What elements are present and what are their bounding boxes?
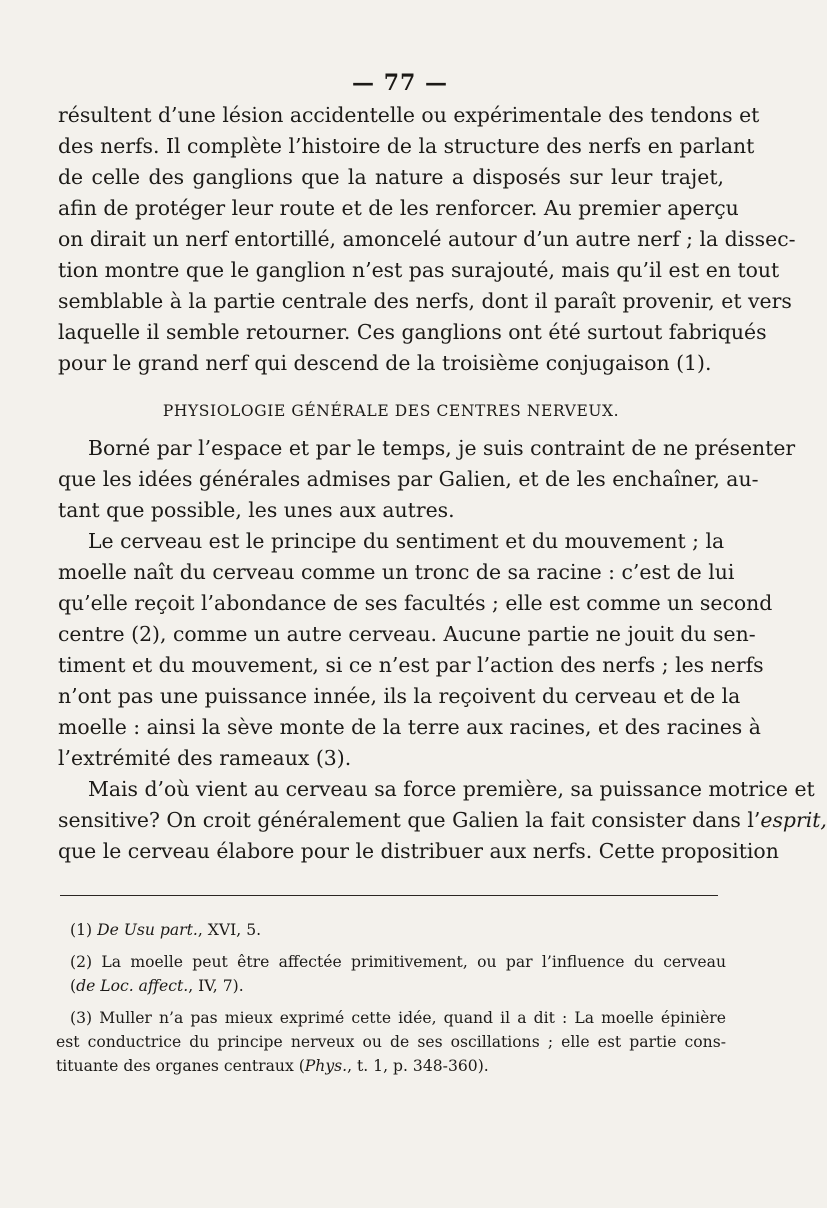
body-text — [58, 100, 827, 867]
text-line: semblable à la partie centrale des nerfs, dont il paraît provenir, et vers — [58, 289, 792, 313]
footnote-3: (3) Muller n’a pas mieux exprimé cette idée, quand il a dit : La moelle épinière — [70, 1009, 726, 1027]
paragraph-line: que le cerveau élabore pour le distribuer aux nerfs. Cette proposition — [58, 839, 779, 863]
paragraph-line: que les idées générales admises par Galien, et de les enchaîner, au- — [58, 467, 759, 491]
text-run: tituante des organes centraux ( — [56, 1057, 305, 1075]
footnote-3-cont: est conductrice du principe nerveux ou de ses oscillations ; elle est partie cons- — [56, 1033, 726, 1051]
paragraph-line: n’ont pas une puissance innée, ils la reçoivent du cerveau et de la — [58, 684, 741, 708]
text-line: résultent d’une lésion accidentelle ou expérimentale des tendons et — [58, 103, 760, 127]
footnote-1 — [70, 918, 726, 942]
cited-work: De Usu part. — [97, 921, 198, 939]
cited-work: Phys. — [304, 1057, 348, 1075]
footnote-2-cont — [70, 974, 726, 998]
paragraph-line: moelle naît du cerveau comme un tronc de sa racine : c’est de lui — [58, 560, 735, 584]
footnotes — [56, 918, 726, 1078]
emphasized-word: esprit, — [760, 808, 827, 832]
text-line: on dirait un nerf entortillé, amoncelé autour d’un autre nerf ; la dissec- — [58, 227, 796, 251]
text-line: des nerfs. Il complète l’histoire de la structure des nerfs en parlant — [58, 134, 755, 158]
footnote-2: (2) La moelle peut être affectée primitivement, ou par l’influence du cerveau — [70, 953, 726, 971]
paragraph-line: moelle : ainsi la sève monte de la terre aux racines, et des racines à — [58, 715, 761, 739]
page-number: — 77 — — [352, 70, 448, 96]
text-line: tion montre que le ganglion n’est pas surajouté, mais qu’il est en tout — [58, 258, 780, 282]
spacer — [58, 379, 724, 389]
footnote-divider — [60, 895, 718, 896]
paragraph-line: Le cerveau est le principe du sentiment et du mouvement ; la — [88, 529, 725, 553]
text-line: pour le grand nerf qui descend de la troisième conjugaison (1). — [58, 351, 712, 375]
citation-detail: , IV, 7). — [188, 977, 244, 995]
text-run: sensitive? On croit généralement que Galien la fait consister dans l’ — [58, 808, 761, 832]
paragraph-line — [58, 805, 827, 836]
cited-work: de Loc. affect. — [76, 977, 189, 995]
paragraph-line: centre (2), comme un autre cerveau. Aucune partie ne jouit du sen- — [58, 622, 756, 646]
paragraph-line: timent et du mouvement, si ce n’est par l’action des nerfs ; les nerfs — [58, 653, 764, 677]
text-line: de celle des ganglions que la nature a disposés sur leur trajet, — [58, 165, 724, 189]
paragraph-line: l’extrémité des rameaux (3). — [58, 746, 352, 770]
spacer — [70, 998, 726, 1006]
paragraph-line: Mais d’où vient au cerveau sa force première, sa puissance motrice et — [88, 777, 815, 801]
footnote-3-cont — [56, 1054, 726, 1078]
section-heading: PHYSIOLOGIE GÉNÉRALE DES CENTRES NERVEUX. — [162, 402, 620, 420]
paragraph-line: qu’elle reçoit l’abondance de ses facultés ; elle est comme un second — [58, 591, 773, 615]
paragraph-line: Borné par l’espace et par le temps, je suis contraint de ne présenter — [88, 436, 796, 460]
text-line: afin de protéger leur route et de les renforcer. Au premier aperçu — [58, 196, 739, 220]
footnote-marker: (1) — [70, 921, 93, 939]
text-run: ( — [70, 977, 77, 995]
text-line: laquelle il semble retourner. Ces ganglions ont été surtout fabriqués — [58, 320, 767, 344]
citation-detail: , XVI, 5. — [197, 921, 262, 939]
citation-detail: , t. 1, p. 348-360). — [347, 1057, 489, 1075]
spacer — [70, 942, 726, 950]
paragraph-line: tant que possible, les unes aux autres. — [58, 498, 455, 522]
